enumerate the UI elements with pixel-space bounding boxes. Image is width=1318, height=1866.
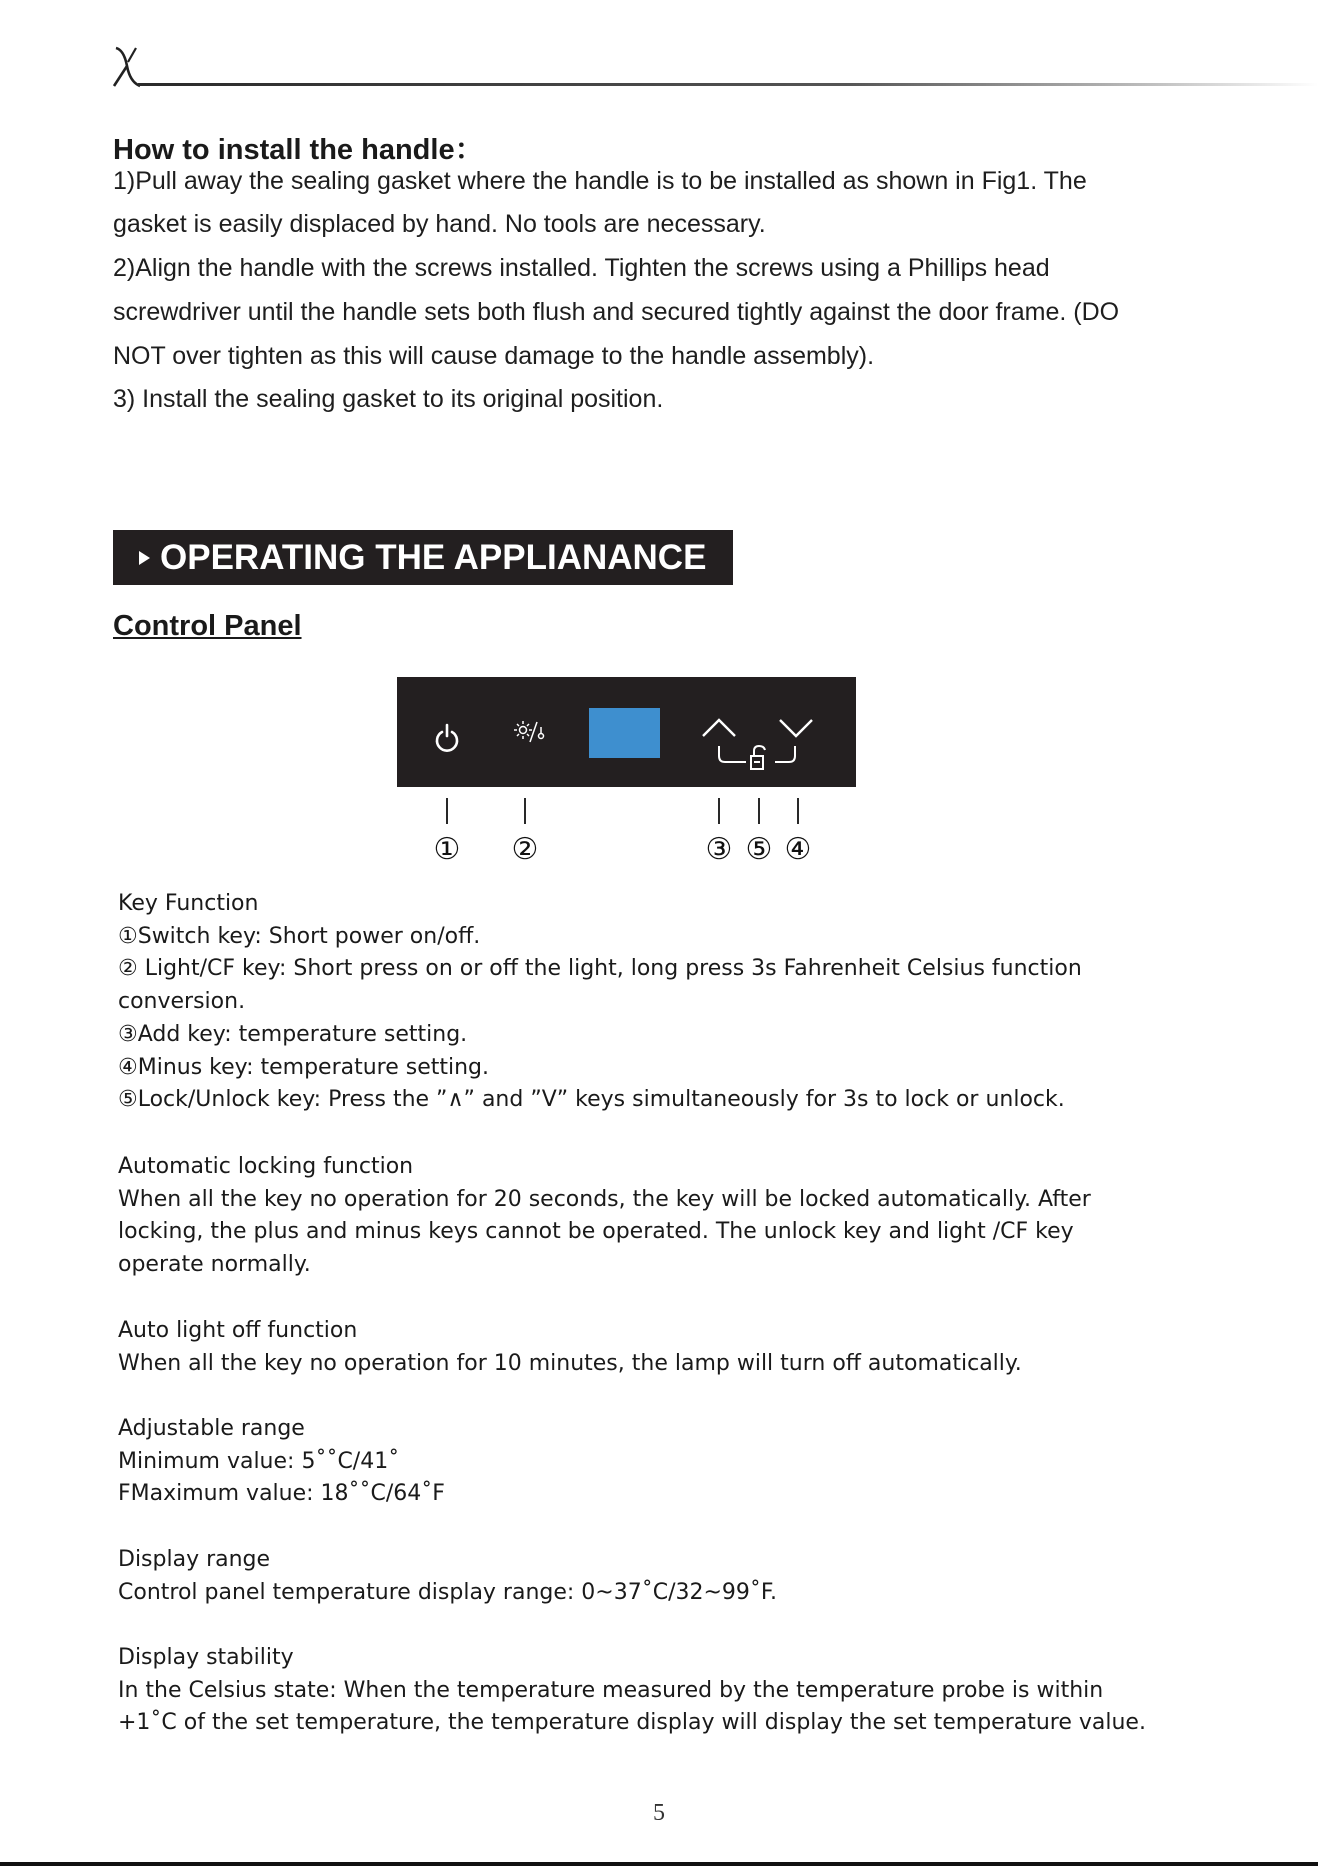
auto-lock-section bbox=[118, 1151, 1091, 1282]
control-panel-title: Control Panel bbox=[113, 610, 302, 642]
install-step3: 3) Install the sealing gasket to its original position. bbox=[113, 385, 664, 413]
auto-light-line1: When all the key no operation for 10 minutes, the lamp will turn off automatically. bbox=[118, 1350, 1022, 1376]
key-2-text-line2: conversion. bbox=[118, 989, 246, 1015]
adjustable-range-min: Minimum value: 5˚˚C/41˚ bbox=[118, 1448, 400, 1474]
key-function-heading: Key Function bbox=[118, 891, 259, 916]
header-rule bbox=[138, 83, 1318, 86]
key-3-text: ③Add key: temperature setting. bbox=[118, 1021, 468, 1047]
section-banner bbox=[113, 530, 733, 585]
bottom-rule bbox=[0, 1862, 1318, 1866]
adjustable-range-max: FMaximum value: 18˚˚C/64˚F bbox=[118, 1481, 445, 1507]
install-step1-line1: 1)Pull away the sealing gasket where the handle is to be installed as shown in Fig1. The bbox=[113, 167, 1087, 195]
auto-lock-heading: Automatic locking function bbox=[118, 1154, 414, 1179]
callout-4: ④ bbox=[784, 832, 812, 867]
display-stability-section bbox=[118, 1642, 1146, 1740]
key-5-text: ⑤Lock/Unlock key: Press the ”∧” and ”V” keys simultaneously for 3s to lock or unlock. bbox=[118, 1087, 1065, 1113]
page-number: 5 bbox=[653, 1800, 665, 1826]
key-4-text: ④Minus key: temperature setting. bbox=[118, 1054, 490, 1080]
key-2-text-line1: ② Light/CF key: Short press on or off the light, long press 3s Fahrenheit Celsius function bbox=[118, 956, 1082, 982]
triangle-right-icon bbox=[139, 551, 150, 565]
callout-1: ① bbox=[433, 832, 461, 867]
callout-2: ② bbox=[511, 832, 539, 867]
section-banner-label: OPERATING THE APPLIANANCE bbox=[160, 537, 707, 577]
key-function-section bbox=[118, 888, 1082, 1117]
install-step2-line1: 2)Align the handle with the screws installed. Tighten the screws using a Phillips head bbox=[113, 254, 1050, 282]
display-stability-heading: Display stability bbox=[118, 1645, 294, 1670]
auto-lock-line3: operate normally. bbox=[118, 1252, 311, 1278]
install-step1-line2: gasket is easily displaced by hand. No tools are necessary. bbox=[113, 210, 766, 238]
display-stability-line1: In the Celsius state: When the temperature measured by the temperature probe is within bbox=[118, 1677, 1104, 1703]
adjustable-range-section bbox=[118, 1413, 445, 1511]
auto-lock-line2: locking, the plus and minus keys cannot be operated. The unlock key and light /CF key bbox=[118, 1219, 1074, 1245]
display-range-heading: Display range bbox=[118, 1547, 271, 1572]
adjustable-range-heading: Adjustable range bbox=[118, 1416, 305, 1441]
brand-logo-icon bbox=[110, 46, 144, 88]
install-step2-line2: screwdriver until the handle sets both flush and secured tightly against the door frame. (DO bbox=[113, 298, 1120, 326]
auto-light-heading: Auto light off function bbox=[118, 1318, 358, 1343]
install-title: How to install the handle： bbox=[113, 134, 484, 166]
auto-lock-line1: When all the key no operation for 20 seconds, the key will be locked automatically. After bbox=[118, 1186, 1091, 1212]
callout-5: ⑤ bbox=[745, 832, 773, 867]
key-1-text: ①Switch key: Short power on/off. bbox=[118, 923, 481, 949]
display-range-section bbox=[118, 1544, 777, 1609]
install-step2-line3: NOT over tighten as this will cause damage to the handle assembly). bbox=[113, 342, 875, 370]
display-stability-line2: +1˚C of the set temperature, the temperature display will display the set temperature value. bbox=[118, 1710, 1146, 1736]
display-range-line1: Control panel temperature display range: 0~37˚C/32~99˚F. bbox=[118, 1579, 778, 1605]
callout-3: ③ bbox=[705, 832, 733, 867]
auto-light-section bbox=[118, 1315, 1022, 1380]
temperature-display bbox=[589, 708, 660, 758]
control-panel-diagram bbox=[390, 670, 870, 870]
